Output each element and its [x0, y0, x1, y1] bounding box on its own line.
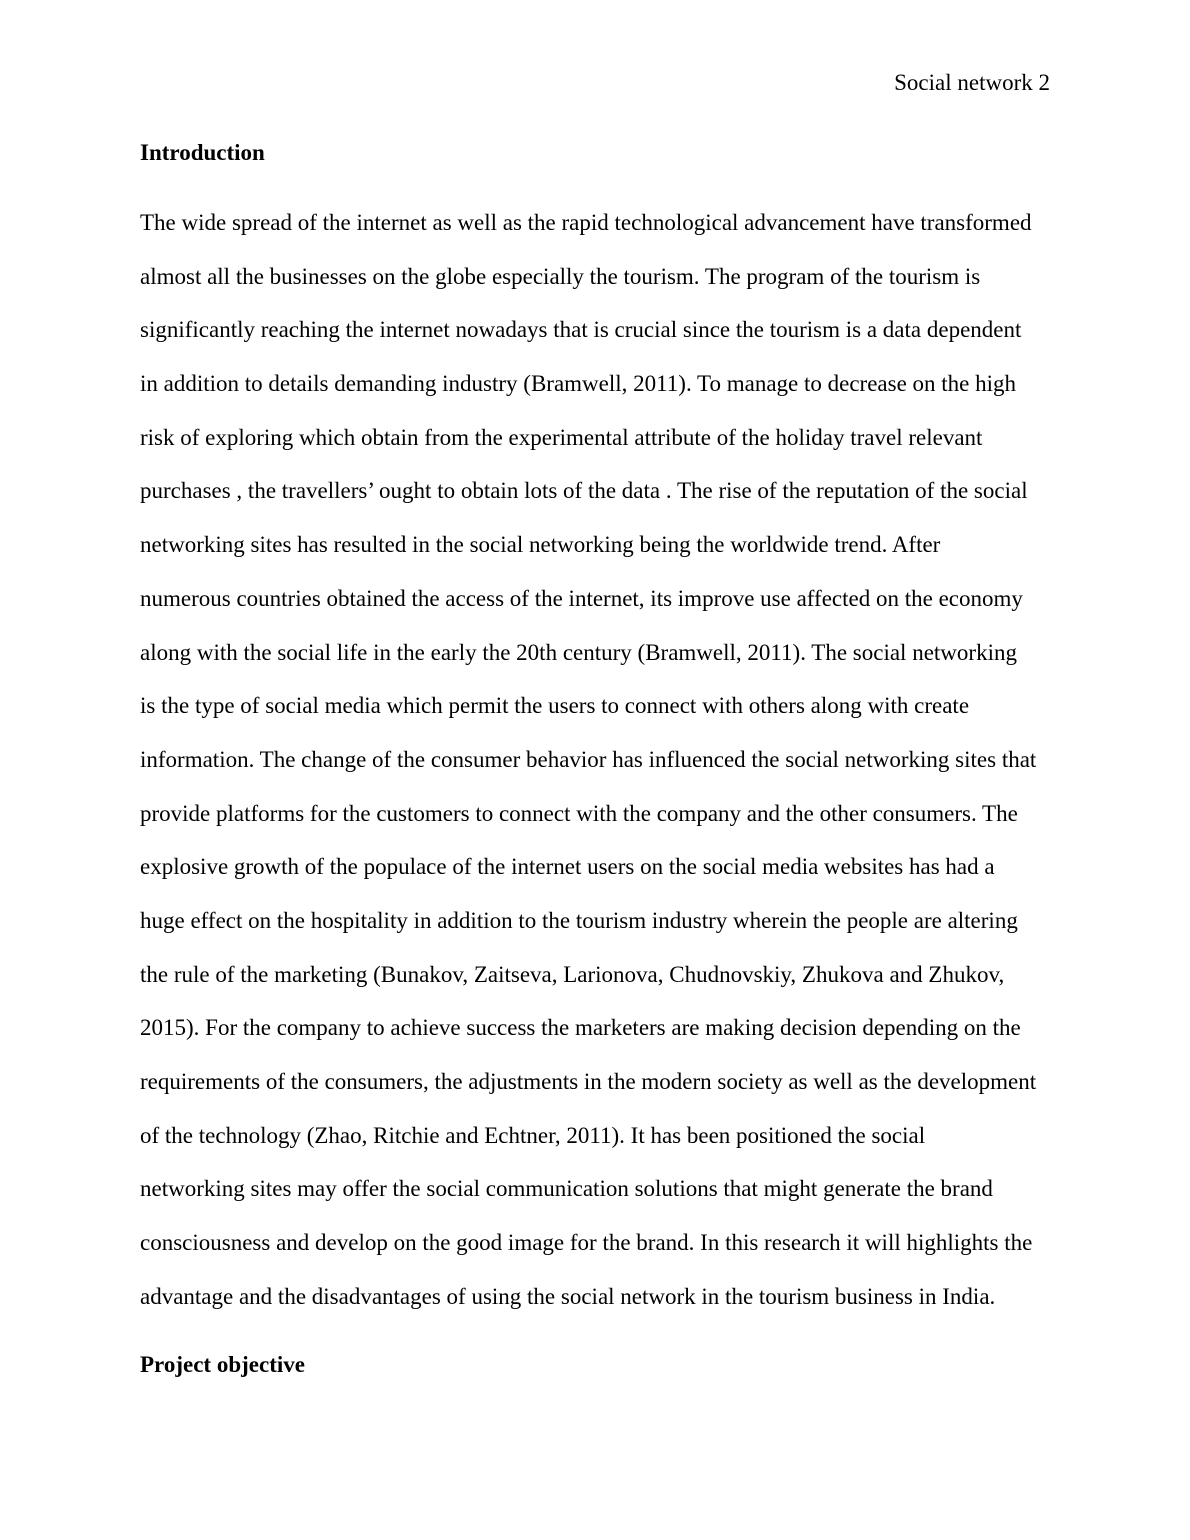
- paragraph-line: 2015). For the company to achieve success the marketers are making decision depending on the: [140, 1015, 1021, 1041]
- paragraph-line: along with the social life in the early the 20th century (Bramwell, 2011). The social networking: [140, 639, 1017, 665]
- paragraph-line: of the technology (Zhao, Ritchie and Echtner, 2011). It has been positioned the social: [140, 1122, 926, 1148]
- paragraph-line: purchases , the travellers’ ought to obtain lots of the data . The rise of the reputation of the social: [140, 478, 1028, 504]
- paragraph-line: risk of exploring which obtain from the experimental attribute of the holiday travel relevant: [140, 424, 983, 450]
- paragraph-line: provide platforms for the customers to connect with the company and the other consumers. The: [140, 800, 1018, 826]
- project-objective-heading: Project objective: [140, 1352, 305, 1377]
- paragraph-line: huge effect on the hospitality in addition to the tourism industry wherein the people are altering: [140, 907, 1018, 933]
- paragraph-line: requirements of the consumers, the adjustments in the modern society as well as the development: [140, 1069, 1037, 1094]
- paragraph-line: in addition to details demanding industry (Bramwell, 2011). To manage to decrease on the high: [140, 371, 1017, 397]
- paragraph-line: consciousness and develop on the good image for the brand. In this research it will highlights the: [140, 1230, 1033, 1256]
- paragraph-line: explosive growth of the populace of the internet users on the social media websites has had a: [140, 854, 995, 880]
- paragraph-line: is the type of social media which permit the users to connect with others along with create: [140, 693, 970, 719]
- paragraph-line: networking sites may offer the social communication solutions that might generate the brand: [140, 1176, 993, 1202]
- paragraph-line: almost all the businesses on the globe especially the tourism. The program of the tourism is: [140, 263, 981, 289]
- paragraph-line: significantly reaching the internet nowadays that is crucial since the tourism is a data dependent: [140, 317, 1022, 343]
- paragraph-line: the rule of the marketing (Bunakov, Zaitseva, Larionova, Chudnovskiy, Zhukova and Zhukov,: [140, 961, 1005, 987]
- paragraph-line: numerous countries obtained the access of the internet, its improve use affected on the economy: [140, 585, 1023, 611]
- paragraph-line: information. The change of the consumer behavior has influenced the social networking sites that: [140, 746, 1037, 772]
- running-head: Social network 2: [894, 70, 1050, 95]
- introduction-heading: Introduction: [140, 140, 265, 165]
- paragraph-line: networking sites has resulted in the social networking being the worldwide trend. After: [140, 532, 941, 558]
- introduction-paragraph: [140, 208, 1052, 1335]
- paragraph-line: advantage and the disadvantages of using the social network in the tourism business in India.: [140, 1283, 996, 1309]
- paragraph-line: The wide spread of the internet as well as the rapid technological advancement have transformed: [140, 210, 1032, 235]
